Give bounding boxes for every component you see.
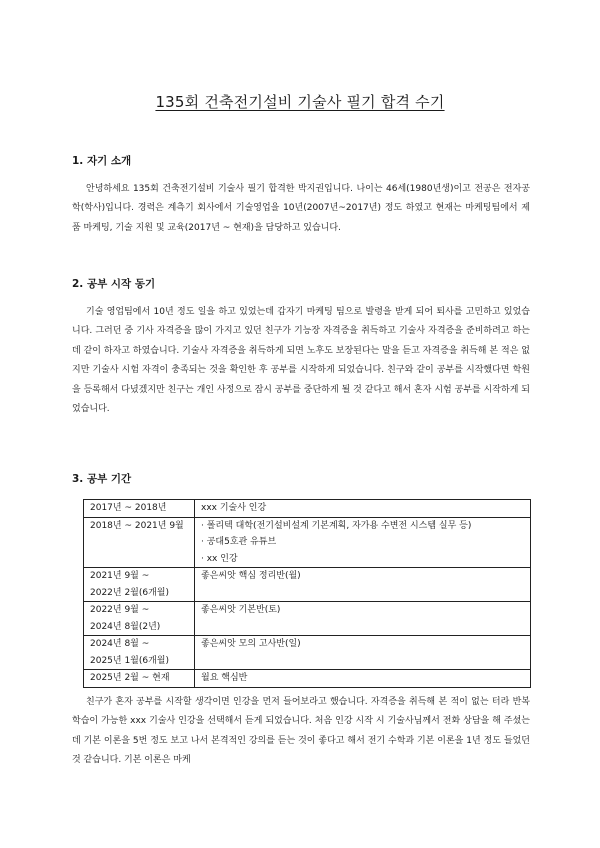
content-text: 좋은씨앗 핵심 정리반(월) [201,571,301,581]
table-cell-content [195,517,531,568]
table-cell-period [84,500,195,518]
section-paragraph-introduction: 안녕하세요 135회 건축전기설비 기술사 필기 합격한 박지권입니다. 나이는 46세(1980년생)이고 전공은 전자공학(학사)입니다. 경력은 계측기 회사에서 기술영업을 10년(2007년~2017년) 정도 하였고 현재는 마케팅팀에서 제품 마케팅, 기술 지원 및 교육(2017년 ~ 현재)을 담당하고 있습니다. [72,184,530,233]
table-cell-period [84,636,195,670]
period-text: 2025년 2월 ~ 현재 [90,673,170,683]
content-text: 좋은씨앗 모의 고사반(일) [201,639,301,649]
period-text: 2024년 8월 ~ [90,639,150,649]
table-cell-content [195,670,531,688]
table-cell-period [84,670,195,688]
period-text: 2024년 8월(2년) [90,621,161,632]
section-paragraph-study-period: 친구가 혼자 공부를 시작할 생각이면 인강을 먼저 들어보라고 했습니다. 자격증을 취득해 본 적이 없는 터라 반복 학습이 가능한 xxx 기술사 인강을 선택해서 듣게 되었습니다. 처음 인강 시작 시 기술사님께서 전화 상담을 해 주셨는데 기본 이론을 5번 정도 보고 나서 본격적인 강의를 듣는 것이 좋다고 해서 전기 수학과 기본 이론을 1년 정도 들었던 것 같습니다. 기본 이론은 마케 [72,697,530,766]
section-heading-introduction: 1. 자기 소개 [72,155,132,167]
section-paragraph-motivation: 기술 영업팀에서 10년 정도 일을 하고 있었는데 갑자기 마케팅 팀으로 발령을 받게 되어 퇴사를 고민하고 있었습니다. 그러던 중 기사 자격증을 많이 가지고 있던 친구가 기능장 자격증을 취득하고 기술사 자격증을 준비하려고 하는데 같이 하자고 하였습니다. 기술사 자격증을 취득하게 되면 노후도 보장된다는 말을 듣고 자격증을 취득해 본 적은 없지만 기술사 시험 자격이 충족되는 것을 확인한 후 공부를 시작하게 되었습니다. 친구와 같이 공부를 시작했다면 학원을 등록해서 다녔겠지만 친구는 개인 사정으로 잠시 공부를 중단하게 될 것 같다고 해서 혼자 시험 공부를 시작하게 되었습니다. [72,307,530,415]
content-text: 좋은씨앗 기본반(토) [201,605,281,615]
content-text: 월요 핵심반 [201,673,248,683]
period-text: 2018년 ~ 2021년 9월 [90,520,184,531]
table-cell-period [84,602,195,636]
period-text: 2022년 2월(6개월) [90,587,170,598]
table-row [84,517,531,568]
table-cell-period [84,568,195,602]
period-text: 2025년 1월(6개월) [90,655,170,666]
period-text: 2021년 9월 ~ [90,571,150,581]
table-row [84,602,531,636]
table-cell-period [84,517,195,568]
table-row [84,670,531,688]
table-row [84,500,531,518]
content-text: · xx 인강 [201,553,238,564]
period-text: 2017년 ~ 2018년 [90,503,167,513]
table-cell-content [195,636,531,670]
table-row [84,636,531,670]
content-text: · 공대5호관 유튜브 [201,537,277,547]
content-text: xxx 기술사 인강 [201,503,267,513]
section-heading-study-period: 3. 공부 기간 [72,473,132,485]
content-text: · 폴리텍 대학(전기설비설계 기본계획, 자가용 수변전 시스템 실무 등) [201,520,472,531]
document-title-text: 135회 건축전기설비 기술사 필기 합격 수기 [155,93,445,111]
table-cell-content [195,568,531,602]
table-row [84,568,531,602]
document-title [0,92,600,112]
table-cell-content [195,602,531,636]
table-cell-content [195,500,531,518]
study-period-table [83,499,531,688]
period-text: 2022년 9월 ~ [90,605,150,615]
section-heading-motivation: 2. 공부 시작 동기 [72,278,156,290]
